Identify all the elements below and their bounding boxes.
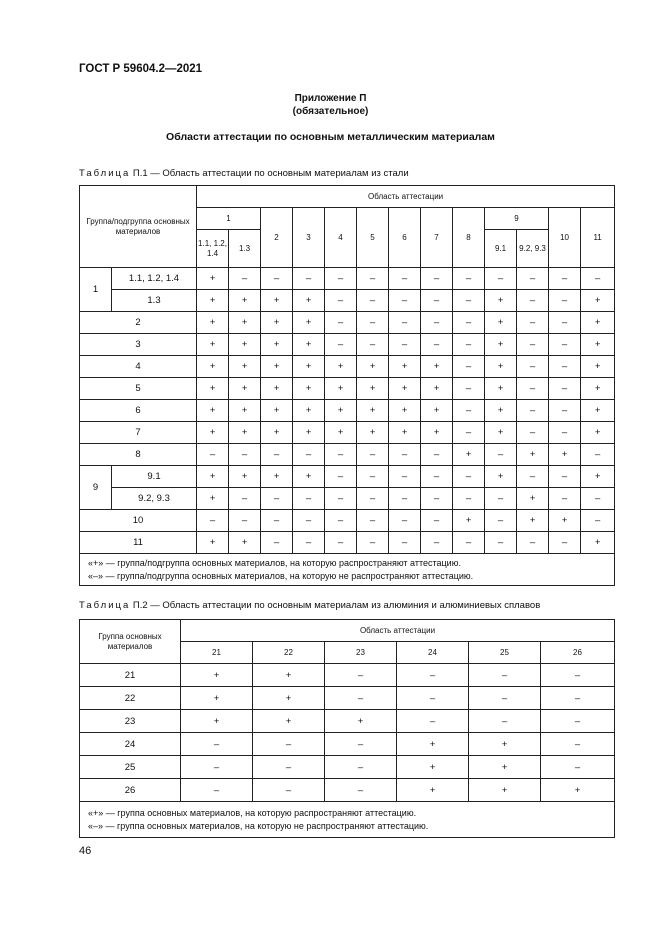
table-row — [80, 422, 615, 444]
table1-cell: + — [325, 400, 357, 422]
table1-cell: – — [357, 312, 389, 334]
table1-cell: – — [229, 510, 261, 532]
table1-col-group-9: 9 — [485, 208, 549, 230]
table1-cell: – — [229, 444, 261, 466]
table-row — [80, 312, 615, 334]
table1-cell: + — [229, 290, 261, 312]
table1-cell: – — [293, 510, 325, 532]
table2-cell: – — [253, 779, 325, 802]
table1-cell: + — [485, 290, 517, 312]
table1-cell: + — [389, 400, 421, 422]
table1-cell: – — [453, 268, 485, 290]
table1-cell: + — [517, 510, 549, 532]
appendix-heading — [0, 92, 661, 118]
table1-cell: – — [293, 444, 325, 466]
table1-cell: – — [485, 268, 517, 290]
table2-cell: – — [541, 733, 615, 756]
table1-cell: + — [229, 422, 261, 444]
table1-cell: – — [581, 510, 615, 532]
table2-cell: + — [253, 687, 325, 710]
table1-col-header: 2 — [261, 208, 293, 268]
table2-cell: – — [541, 756, 615, 779]
table1-cell: + — [293, 466, 325, 488]
table1-cell: + — [229, 466, 261, 488]
table1-cell: + — [581, 532, 615, 554]
table1-cell: + — [581, 334, 615, 356]
table1-cell: + — [549, 444, 581, 466]
table1-cell: – — [325, 532, 357, 554]
table1-col-header: 9.1 — [485, 230, 517, 268]
table-row — [80, 510, 615, 532]
table2-notes — [80, 802, 615, 838]
table1-col-header: 8 — [453, 208, 485, 268]
table1-cell: – — [517, 290, 549, 312]
table1-cell: – — [453, 466, 485, 488]
table2-cell: – — [397, 710, 469, 733]
table1-cell: – — [453, 488, 485, 510]
table1-cell: – — [197, 510, 229, 532]
table2-cell: – — [325, 779, 397, 802]
table1-cell: – — [389, 444, 421, 466]
table1-caption-label: Таблица — [79, 168, 131, 179]
table1-cell: + — [485, 356, 517, 378]
table1-cell: + — [261, 312, 293, 334]
table1-cell: – — [389, 290, 421, 312]
table1-cell: – — [389, 466, 421, 488]
table1-cell: + — [229, 532, 261, 554]
table1-cell: – — [325, 268, 357, 290]
table1-cell: + — [453, 510, 485, 532]
table1-cell: – — [453, 532, 485, 554]
table1-cell: + — [485, 400, 517, 422]
table2-cell: – — [181, 733, 253, 756]
table1-cell: – — [581, 444, 615, 466]
table1-cell: – — [453, 356, 485, 378]
table2-cell: + — [397, 733, 469, 756]
table1-cell: + — [389, 422, 421, 444]
table1-notes — [80, 554, 615, 586]
table1-cell: – — [549, 400, 581, 422]
table1-col-header: 5 — [357, 208, 389, 268]
table2-cell: + — [469, 733, 541, 756]
table1-cell: – — [549, 334, 581, 356]
table2-cell: – — [253, 756, 325, 779]
table1-cell: – — [453, 290, 485, 312]
table2-cell: – — [397, 664, 469, 687]
table1-cell: – — [421, 510, 453, 532]
table1-cell: + — [325, 422, 357, 444]
table1-row-label: 11 — [80, 532, 197, 554]
table1-cell: + — [197, 356, 229, 378]
table2-cell: – — [541, 687, 615, 710]
table1-cell: – — [357, 532, 389, 554]
table2-cell: – — [325, 664, 397, 687]
table1-cell: + — [453, 444, 485, 466]
table-row — [80, 356, 615, 378]
table2-cell: + — [469, 756, 541, 779]
table1-cell: – — [517, 378, 549, 400]
table1-cell: + — [293, 290, 325, 312]
table1-cell: – — [485, 532, 517, 554]
table1-cell: – — [453, 422, 485, 444]
table-row — [80, 756, 615, 779]
table1-col-header: 10 — [549, 208, 581, 268]
table1-cell: – — [549, 312, 581, 334]
table1-cell: – — [453, 378, 485, 400]
table1-col-header: 4 — [325, 208, 357, 268]
table1-cell: + — [197, 268, 229, 290]
table1-cell: – — [357, 488, 389, 510]
table1-cell: + — [581, 356, 615, 378]
table1-cell: + — [197, 334, 229, 356]
table1-cell: + — [549, 510, 581, 532]
table-row — [80, 290, 615, 312]
table1-row-label: 10 — [80, 510, 197, 532]
table1-cell: + — [485, 466, 517, 488]
table2-caption-label: Таблица — [79, 600, 131, 611]
table1-cell: + — [357, 378, 389, 400]
table1-cell: – — [357, 334, 389, 356]
table1-col-header: 7 — [421, 208, 453, 268]
table1-cell: + — [229, 356, 261, 378]
table1-col-group-1: 1 — [197, 208, 261, 230]
table1-cell: – — [389, 268, 421, 290]
table1-cell: + — [261, 290, 293, 312]
table1-row-label: 6 — [80, 400, 197, 422]
table1-group-label: 1 — [80, 268, 112, 312]
table1-group-label: 9 — [80, 466, 112, 510]
table1-cell: + — [293, 334, 325, 356]
table1-cell: – — [293, 488, 325, 510]
table1-col-header: 6 — [389, 208, 421, 268]
table2-row-label: 21 — [80, 664, 181, 687]
table2-row-label: 23 — [80, 710, 181, 733]
table-row — [80, 378, 615, 400]
table1-cell: + — [581, 290, 615, 312]
table1-cell: + — [197, 466, 229, 488]
table2-note-plus: «+» — группа основных материалов, на которую распространяют аттестацию. — [88, 807, 417, 818]
table1-cell: – — [517, 356, 549, 378]
table1-cell: + — [261, 378, 293, 400]
table-row — [80, 532, 615, 554]
table1-row-label: 8 — [80, 444, 197, 466]
table-row — [80, 733, 615, 756]
table1-cell: + — [389, 356, 421, 378]
table2-cell: + — [397, 756, 469, 779]
table1-cell: – — [549, 466, 581, 488]
table2-cell: + — [253, 710, 325, 733]
table-row — [80, 664, 615, 687]
table1-cell: – — [421, 290, 453, 312]
table1-cell: – — [453, 400, 485, 422]
table1-cell: + — [581, 400, 615, 422]
table1-cell: – — [581, 268, 615, 290]
table1-row-label: 4 — [80, 356, 197, 378]
table-row — [80, 334, 615, 356]
table1-cell: + — [261, 466, 293, 488]
table1-cell: + — [293, 422, 325, 444]
table1-cell: + — [357, 356, 389, 378]
table2-aluminium — [79, 619, 615, 838]
table1-note-minus: «–» — группа/подгруппа основных материалов, на которую не распространяют аттестацию. — [88, 570, 474, 581]
table1-col-header: 1.3 — [229, 230, 261, 268]
table1-cell: – — [197, 444, 229, 466]
table1-cell: – — [421, 334, 453, 356]
table1-cell: + — [389, 378, 421, 400]
table1-cell: – — [261, 488, 293, 510]
table1-cell: + — [293, 400, 325, 422]
table1-cell: + — [517, 444, 549, 466]
table1-cell: – — [389, 488, 421, 510]
table-row — [80, 466, 615, 488]
table1-cell: + — [485, 334, 517, 356]
table1-cell: – — [325, 334, 357, 356]
table1-cell: – — [549, 488, 581, 510]
table-row — [80, 268, 615, 290]
table2-caption — [79, 600, 540, 611]
table1-cell: + — [421, 400, 453, 422]
table1-cell: + — [197, 422, 229, 444]
table1-row-label: 9.1 — [112, 466, 197, 488]
table1-cell: – — [325, 290, 357, 312]
table1-cell: – — [485, 444, 517, 466]
table2-row-label: 25 — [80, 756, 181, 779]
table2-group-header: Группа основных материалов — [80, 620, 181, 664]
table2-cell: – — [541, 710, 615, 733]
table1-cell: + — [357, 400, 389, 422]
table1-col-header: 1.1, 1.2, 1.4 — [197, 230, 229, 268]
table2-col-header: 21 — [181, 642, 253, 664]
table1-cell: – — [485, 510, 517, 532]
table1-cell: + — [517, 488, 549, 510]
table1-cell: – — [261, 532, 293, 554]
table1-cell: – — [549, 532, 581, 554]
table-row — [80, 444, 615, 466]
table1-cell: + — [229, 378, 261, 400]
table1-cell: + — [485, 312, 517, 334]
table1-cell: + — [261, 422, 293, 444]
table1-row-label: 5 — [80, 378, 197, 400]
table1-col-header: 9.2, 9.3 — [517, 230, 549, 268]
table2-row-label: 24 — [80, 733, 181, 756]
table1-cell: – — [261, 510, 293, 532]
table2-cell: + — [325, 710, 397, 733]
table1-cell: – — [453, 334, 485, 356]
table1-cell: + — [197, 378, 229, 400]
table1-cell: – — [421, 532, 453, 554]
table2-note-minus: «–» — группа основных материалов, на которую не распространяют аттестацию. — [88, 820, 429, 831]
table1-cell: – — [517, 334, 549, 356]
table1-col-header: 11 — [581, 208, 615, 268]
table2-cell: – — [469, 664, 541, 687]
table2-cell: + — [469, 779, 541, 802]
table2-area-header: Область аттестации — [181, 620, 615, 642]
table1-cell: + — [197, 290, 229, 312]
table2-cell: + — [541, 779, 615, 802]
table1-cell: + — [261, 356, 293, 378]
table2-cell: – — [181, 756, 253, 779]
table2-cell: + — [181, 687, 253, 710]
table2-cell: – — [325, 733, 397, 756]
table-row — [80, 488, 615, 510]
table1-row-label: 3 — [80, 334, 197, 356]
table1-cell: – — [549, 378, 581, 400]
table1-cell: – — [517, 400, 549, 422]
table1-cell: + — [261, 334, 293, 356]
table1-cell: – — [261, 268, 293, 290]
table1-cell: + — [197, 488, 229, 510]
table2-caption-text: П.2 — Область аттестации по основным материалам из алюминия и алюминиевых сплавов — [132, 600, 541, 611]
table1-cell: + — [581, 312, 615, 334]
table1-cell: – — [357, 510, 389, 532]
table1-cell: – — [517, 268, 549, 290]
page-number: 46 — [79, 845, 92, 857]
table2-cell: – — [181, 779, 253, 802]
table1-cell: – — [357, 444, 389, 466]
table1-cell: – — [517, 312, 549, 334]
table1-cell: – — [549, 268, 581, 290]
table1-cell: – — [325, 466, 357, 488]
table1-cell: – — [453, 312, 485, 334]
table1-row-label: 7 — [80, 422, 197, 444]
table-row — [80, 687, 615, 710]
table2-cell: – — [541, 664, 615, 687]
table1-cell: – — [325, 488, 357, 510]
table1-cell: – — [325, 444, 357, 466]
table1-cell: + — [197, 400, 229, 422]
table1-cell: + — [421, 356, 453, 378]
table1-cell: – — [293, 532, 325, 554]
table1-row-label: 1.3 — [112, 290, 197, 312]
table1-cell: + — [581, 466, 615, 488]
table2-cell: – — [325, 687, 397, 710]
table1-cell: – — [517, 422, 549, 444]
table1-cell: + — [293, 356, 325, 378]
table-row — [80, 779, 615, 802]
table1-cell: – — [293, 268, 325, 290]
table2-col-header: 24 — [397, 642, 469, 664]
table2-cell: – — [469, 687, 541, 710]
table2-cell: – — [469, 710, 541, 733]
table2-cell: – — [253, 733, 325, 756]
table1-cell: + — [197, 532, 229, 554]
table1-cell: – — [389, 312, 421, 334]
table1-cell: + — [229, 312, 261, 334]
table2-cell: + — [181, 710, 253, 733]
table-row — [80, 710, 615, 733]
table1-cell: – — [357, 290, 389, 312]
table1-cell: + — [485, 378, 517, 400]
table2-col-header: 22 — [253, 642, 325, 664]
table1-col-header: 3 — [293, 208, 325, 268]
table1-row-label: 2 — [80, 312, 197, 334]
table1-cell: – — [357, 268, 389, 290]
table1-cell: – — [325, 510, 357, 532]
table1-cell: – — [389, 532, 421, 554]
table1-cell: – — [389, 510, 421, 532]
table1-cell: – — [229, 268, 261, 290]
table1-cell: – — [421, 488, 453, 510]
table1-cell: + — [325, 356, 357, 378]
table1-cell: – — [325, 312, 357, 334]
table1-cell: – — [581, 488, 615, 510]
table1-cell: – — [549, 422, 581, 444]
table1-cell: + — [197, 312, 229, 334]
table1-cell: + — [325, 378, 357, 400]
appendix-subtitle: (обязательное) — [292, 106, 369, 117]
table1-group-header: Группа/подгруппа основных материалов — [80, 186, 197, 268]
table1-cell: + — [581, 422, 615, 444]
table1-cell: – — [517, 532, 549, 554]
table2-row-label: 22 — [80, 687, 181, 710]
table1-row-label: 9.2, 9.3 — [112, 488, 197, 510]
table2-cell: + — [181, 664, 253, 687]
table1-cell: + — [421, 422, 453, 444]
table2-col-header: 25 — [469, 642, 541, 664]
table1-cell: – — [261, 444, 293, 466]
table1-cell: – — [549, 290, 581, 312]
table1-cell: + — [357, 422, 389, 444]
table1-cell: – — [517, 466, 549, 488]
table2-cell: – — [325, 756, 397, 779]
table1-cell: – — [229, 488, 261, 510]
appendix-title: Приложение П — [294, 93, 367, 104]
table1-cell: + — [581, 378, 615, 400]
table2-col-header: 23 — [325, 642, 397, 664]
table1-cell: + — [229, 334, 261, 356]
table2-cell: + — [253, 664, 325, 687]
table1-cell: + — [293, 312, 325, 334]
table1-row-label: 1.1, 1.2, 1.4 — [112, 268, 197, 290]
table1-area-header: Область аттестации — [197, 186, 615, 208]
document-standard-number: ГОСТ Р 59604.2—2021 — [79, 63, 203, 75]
table1-steel — [79, 185, 615, 586]
table1-cell: – — [421, 268, 453, 290]
table1-cell: – — [421, 444, 453, 466]
table1-note-plus: «+» — группа/подгруппа основных материалов, на которую распространяют аттестацию. — [88, 557, 461, 568]
table1-cell: – — [549, 356, 581, 378]
table1-cell: + — [421, 378, 453, 400]
table1-cell: + — [485, 422, 517, 444]
table1-caption — [79, 168, 409, 179]
table1-cell: – — [357, 466, 389, 488]
table1-cell: – — [389, 334, 421, 356]
table2-cell: + — [397, 779, 469, 802]
table1-cell: + — [261, 400, 293, 422]
table2-cell: – — [397, 687, 469, 710]
table2-row-label: 26 — [80, 779, 181, 802]
table2-col-header: 26 — [541, 642, 615, 664]
table1-cell: – — [421, 466, 453, 488]
table1-cell: – — [421, 312, 453, 334]
table-row — [80, 400, 615, 422]
table1-caption-text: П.1 — Область аттестации по основным материалам из стали — [132, 168, 409, 179]
table1-cell: + — [293, 378, 325, 400]
table1-cell: – — [485, 488, 517, 510]
table1-cell: + — [229, 400, 261, 422]
section-title: Области аттестации по основным металлическим материалам — [166, 131, 495, 143]
